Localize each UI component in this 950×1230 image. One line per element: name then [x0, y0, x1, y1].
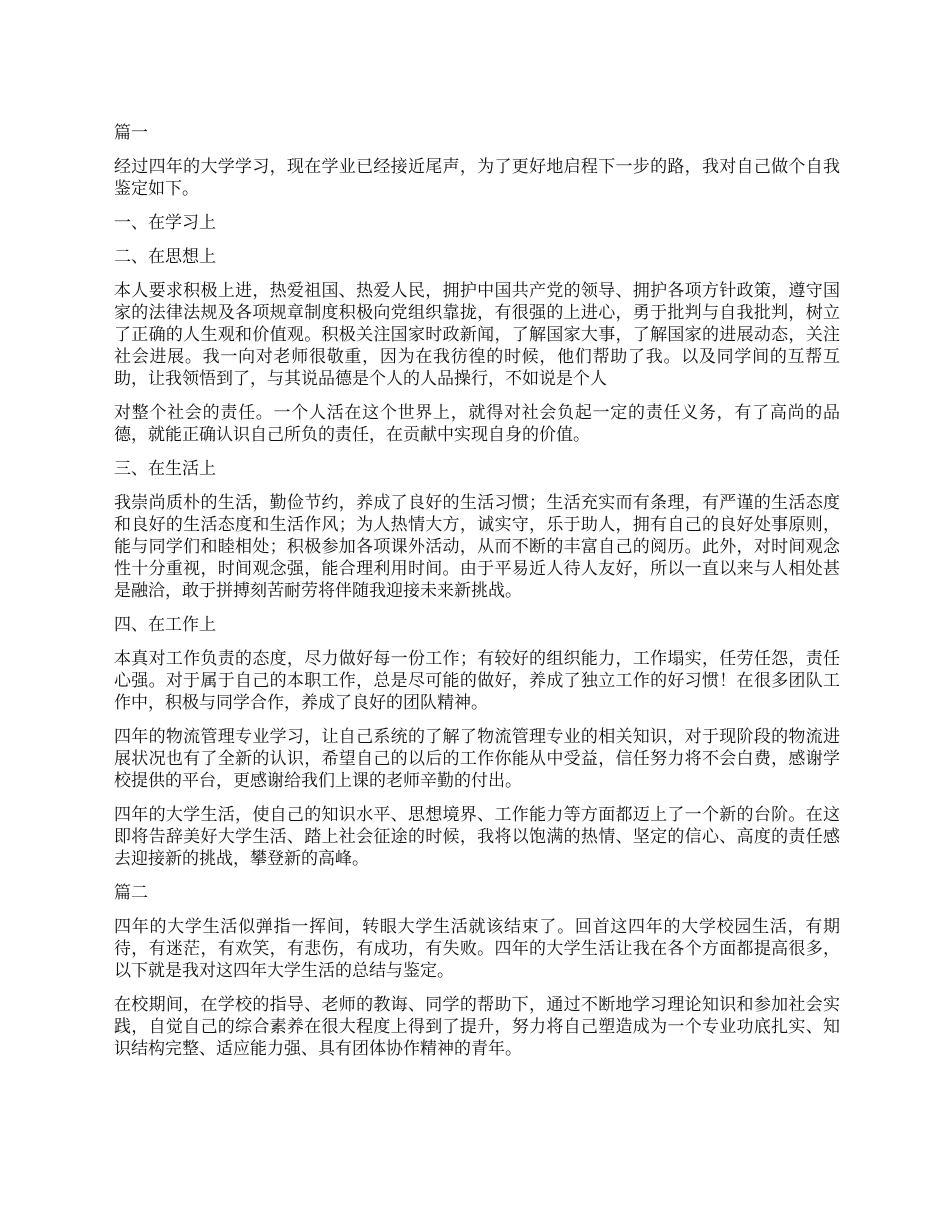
- paragraph: 四年的物流管理专业学习，让自己系统的了解了物流管理专业的相关知识，对于现阶段的物流进展状况也有了全新的认识，希望自己的以后的工作你能从中受益，信任努力将不会白费，感谢学校提供的平台，更感谢给我们上课的老师辛勤的付出。: [114, 727, 840, 791]
- paragraph: 经过四年的大学学习，现在学业已经接近尾声，为了更好地启程下一步的路，我对自己做个自我鉴定如下。: [114, 157, 840, 199]
- paragraph: 四年的大学生活似弹指一挥间，转眼大学生活就该结束了。回首这四年的大学校园生活，有期待，有迷茫，有欢笑，有悲伤，有成功，有失败。四年的大学生活让我在各个方面都提高很多，以下就是我对这四年大学生活的总结与鉴定。: [114, 917, 840, 981]
- section-heading: 三、在生活上: [114, 459, 216, 479]
- section-heading: 一、在学习上: [114, 213, 216, 233]
- paragraph: 在校期间，在学校的指导、老师的教诲、同学的帮助下，通过不断地学习理论知识和参加社会实践，自觉自己的综合素养在很大程度上得到了提升，努力将自己塑造成为一个专业功底扎实、知识结构完整、适应能力强、具有团体协作精神的青年。: [114, 995, 840, 1059]
- section-heading: 二、在思想上: [114, 247, 216, 267]
- paragraph: 我崇尚质朴的生活，勤俭节约，养成了良好的生活习惯；生活充实而有条理，有严谨的生活态度和良好的生活态度和生活作风；为人热情大方，诚实守，乐于助人，拥有自己的良好处事原则，能与同学们和睦相处；积极参加各项课外活动，从而不断的丰富自己的阅历。此外，对时间观念性十分重视，时间观念强，能合理利用时间。由于平易近人待人友好，所以一直以来与人相处甚是融洽，敢于拼搏刻苦耐劳将伴随我迎接未来新挑战。: [114, 493, 840, 601]
- paragraph: 本真对工作负责的态度，尽力做好每一份工作；有较好的组织能力，工作塌实，任劳任怨，责任心强。对于属于自己的本职工作，总是尽可能的做好，养成了独立工作的好习惯！在很多团队工作中，积极与同学合作，养成了良好的团队精神。: [114, 649, 840, 713]
- section-heading: 篇一: [114, 123, 148, 143]
- paragraph: 本人要求积极上进，热爱祖国、热爱人民，拥护中国共产党的领导、拥护各项方针政策，遵守国家的法律法规及各项规章制度积极向党组织靠拢，有很强的上进心，勇于批判与自我批判，树立了正确的人生观和价值观。积极关注国家时政新闻，了解国家大事，了解国家的进展动态，关注社会进展。我一向对老师很敬重，因为在我彷徨的时候，他们帮助了我。以及同学间的互帮互助，让我领悟到了，与其说品德是个人的人品操行，不如说是个人: [114, 281, 840, 389]
- section-heading: 篇二: [114, 883, 148, 903]
- paragraph: 四年的大学生活，使自己的知识水平、思想境界、工作能力等方面都迈上了一个新的台阶。在这即将告辞美好大学生活、踏上社会征途的时候，我将以饱满的热情、坚定的信心、高度的责任感去迎接新的挑战，攀登新的高峰。: [114, 805, 840, 869]
- paragraph: 对整个社会的责任。一个人活在这个世界上，就得对社会负起一定的责任义务，有了高尚的品德，就能正确认识自己所负的责任，在贡献中实现自身的价值。: [114, 403, 840, 445]
- section-heading: 四、在工作上: [114, 615, 216, 635]
- document-page: [114, 122, 840, 1072]
